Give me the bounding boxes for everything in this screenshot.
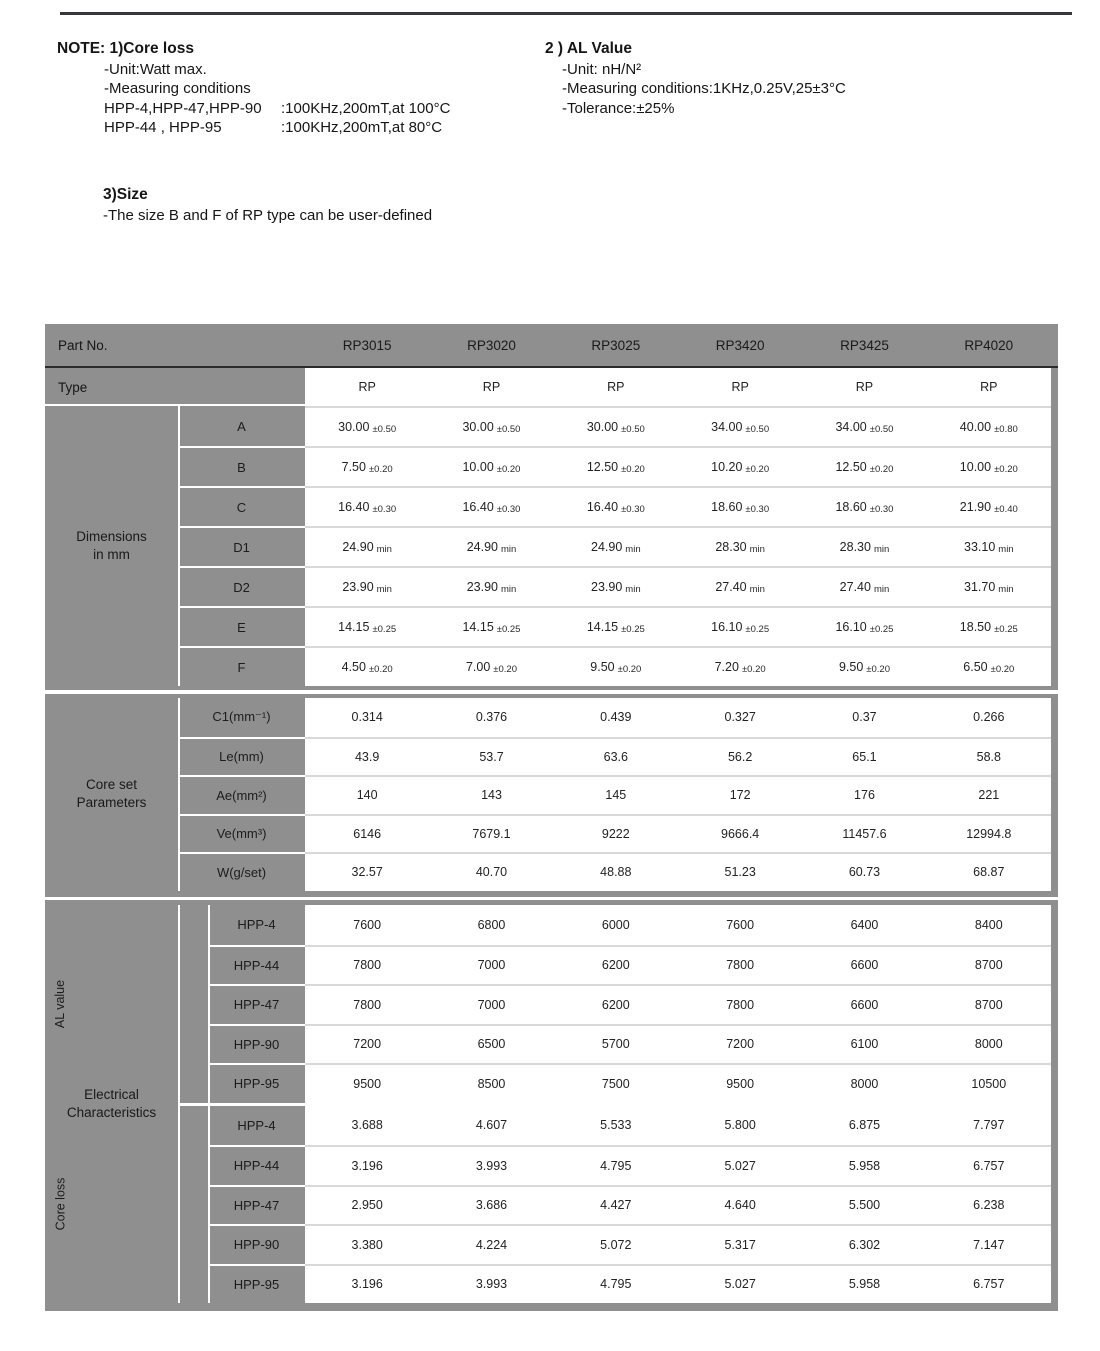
value-cell: 7600 <box>726 917 755 932</box>
table-row <box>45 486 1058 526</box>
value-cell: 28.30 min <box>715 540 765 555</box>
row-label: D2 <box>178 566 305 606</box>
electrical-characteristics-section <box>45 900 1058 1311</box>
note-core-loss-title: NOTE: 1)Core loss <box>57 40 194 57</box>
row-label: C <box>178 486 305 526</box>
value-cell: 51.23 <box>724 865 756 880</box>
value-cell: 18.60 ±0.30 <box>835 500 894 515</box>
value-cell: 221 <box>978 788 1000 803</box>
value-cell: 3.196 <box>351 1277 383 1292</box>
value-cell: 68.87 <box>973 865 1005 880</box>
value-cell: 9666.4 <box>721 826 760 841</box>
table-row <box>45 852 1058 891</box>
table-row <box>45 1145 1058 1185</box>
value-cell: 6.757 <box>973 1277 1005 1292</box>
value-cell: 2.950 <box>351 1198 383 1213</box>
table-row <box>45 646 1058 686</box>
condition-parts: HPP-44 , HPP-95 <box>104 119 222 136</box>
value-cell: 28.30 min <box>839 540 890 555</box>
value-cell: 30.00 ±0.50 <box>586 420 645 435</box>
value-cell: 0.37 <box>852 710 877 725</box>
value-cell: 10.00 ±0.20 <box>959 460 1018 475</box>
value-cell: 12.50 ±0.20 <box>586 460 645 475</box>
value-cell: 27.40 min <box>715 580 765 595</box>
table-row <box>45 446 1058 486</box>
value-cell: 6.757 <box>973 1158 1005 1173</box>
value-cell: 7800 <box>726 958 755 973</box>
row-label: HPP-4 <box>237 917 276 933</box>
row-label: Ae(mm²) <box>178 775 305 814</box>
type-cell: RP <box>358 380 376 394</box>
value-cell: 24.90 min <box>591 540 641 555</box>
value-cell: 7679.1 <box>472 826 511 841</box>
type-row <box>45 368 1058 406</box>
value-cell: 6000 <box>601 917 630 932</box>
row-label: HPP-4 <box>237 1117 276 1133</box>
value-cell: 24.90 min <box>466 540 517 555</box>
row-label: HPP-90 <box>208 1224 305 1264</box>
value-cell: 5.533 <box>600 1118 632 1133</box>
value-cell: 0.314 <box>351 710 383 725</box>
core-loss-group-label: Core loss <box>53 1177 68 1231</box>
note-condition-row <box>104 99 450 119</box>
value-cell: 7600 <box>353 917 382 932</box>
value-cell: 9500 <box>353 1076 382 1091</box>
value-cell: 14.15 ±0.25 <box>462 620 521 635</box>
value-cell: 56.2 <box>727 749 753 764</box>
value-cell: 34.00 ±0.50 <box>835 420 894 435</box>
value-cell: 16.40 ±0.30 <box>586 500 645 515</box>
note-size <box>103 185 432 225</box>
value-cell: 40.00 ±0.80 <box>959 420 1018 435</box>
value-cell: 12994.8 <box>966 826 1012 841</box>
value-cell: 7.20 ±0.20 <box>714 660 766 675</box>
value-cell: 4.795 <box>600 1277 632 1292</box>
table-row <box>45 1224 1058 1264</box>
value-cell: 143 <box>481 788 502 803</box>
electrical-section-label: Electrical Characteristics <box>66 1087 157 1120</box>
table-row <box>45 698 1058 737</box>
value-cell: 16.40 ±0.30 <box>338 500 397 515</box>
value-cell: 8000 <box>850 1076 879 1091</box>
value-cell: 10.20 ±0.20 <box>711 460 770 475</box>
value-cell: 3.993 <box>475 1158 508 1173</box>
value-cell: 14.15 ±0.25 <box>338 620 397 635</box>
value-cell: 5.958 <box>848 1277 881 1292</box>
table-row <box>45 406 1058 446</box>
value-cell: 3.196 <box>351 1158 383 1173</box>
value-cell: 43.9 <box>354 749 380 764</box>
value-cell: 30.00 ±0.50 <box>462 420 521 435</box>
value-cell: 5.958 <box>848 1158 881 1173</box>
value-cell: 16.10 ±0.25 <box>711 620 770 635</box>
note-condition-row <box>104 118 450 138</box>
note-line: -Unit:Watt max. <box>104 60 207 78</box>
table-row <box>45 526 1058 566</box>
condition-value: :100KHz,200mT,at 80°C <box>281 119 443 136</box>
note-line: -Measuring conditions <box>104 80 251 97</box>
value-cell: 176 <box>854 788 875 803</box>
note-size-title: 3)Size <box>103 186 148 203</box>
table-row <box>45 1063 1058 1103</box>
value-cell: 12.50 ±0.20 <box>835 460 894 475</box>
value-cell: 0.266 <box>973 710 1005 725</box>
value-cell: 48.88 <box>600 865 632 880</box>
row-label: HPP-47 <box>208 984 305 1024</box>
value-cell: 0.439 <box>600 710 632 725</box>
value-cell: 10.00 ±0.20 <box>462 460 521 475</box>
row-label: Le(mm) <box>178 737 305 776</box>
value-cell: 7.797 <box>973 1118 1005 1133</box>
value-cell: 65.1 <box>852 749 877 764</box>
value-cell: 3.688 <box>351 1118 383 1133</box>
table-row <box>45 1185 1058 1225</box>
note-line: -Tolerance:±25% <box>562 99 675 117</box>
condition-parts: HPP-4,HPP-47,HPP-90 <box>104 99 262 117</box>
value-cell: 7500 <box>601 1076 630 1091</box>
value-cell: 18.50 ±0.25 <box>959 620 1018 635</box>
row-label: Ve(mm³) <box>178 814 305 853</box>
label-column-divider <box>178 905 180 1303</box>
value-cell: 7.147 <box>973 1237 1005 1252</box>
note-core-loss <box>57 39 450 138</box>
value-cell: 8500 <box>477 1076 506 1091</box>
value-cell: 30.00 ±0.50 <box>338 420 397 435</box>
row-label: B <box>178 446 305 486</box>
part-no-label: Part No. <box>58 337 108 353</box>
type-label: Type <box>58 379 88 395</box>
value-cell: 9.50 ±0.20 <box>838 660 890 675</box>
value-cell: 7800 <box>726 997 755 1012</box>
row-label: HPP-90 <box>208 1024 305 1064</box>
table-row <box>45 1264 1058 1304</box>
value-cell: 6500 <box>477 1037 506 1052</box>
value-cell: 6.875 <box>848 1118 881 1133</box>
condition-value: :100KHz,200mT,at 100°C <box>281 99 451 117</box>
label-column-divider <box>178 698 180 891</box>
part-no-cell: RP4020 <box>964 337 1014 353</box>
table-row <box>45 945 1058 985</box>
row-label: HPP-44 <box>208 945 305 985</box>
part-no-cell: RP3015 <box>342 337 392 353</box>
value-cell: 6200 <box>601 997 630 1012</box>
value-cell: 40.70 <box>475 865 508 880</box>
value-cell: 21.90 ±0.40 <box>959 500 1018 515</box>
value-cell: 4.640 <box>724 1198 756 1213</box>
value-cell: 63.6 <box>603 749 628 764</box>
value-cell: 14.15 ±0.25 <box>586 620 645 635</box>
value-cell: 9.50 ±0.20 <box>590 660 642 675</box>
note-line: -Unit: nH/N² <box>562 60 642 78</box>
value-cell: 27.40 min <box>839 580 890 595</box>
group-column-divider <box>208 905 210 1303</box>
table-row <box>45 606 1058 646</box>
note-line: -Measuring conditions:1KHz,0.25V,25±3°C <box>562 80 846 97</box>
value-cell: 4.427 <box>600 1198 632 1213</box>
value-cell: 6.238 <box>973 1198 1005 1213</box>
table-row <box>45 1106 1058 1146</box>
value-cell: 4.50 ±0.20 <box>341 660 393 675</box>
part-no-cell: RP3020 <box>467 337 516 353</box>
row-label: W(g/set) <box>178 852 305 891</box>
row-label: HPP-95 <box>208 1264 305 1304</box>
part-no-cell: RP3420 <box>715 337 765 353</box>
row-label: F <box>178 646 305 686</box>
value-cell: 5.500 <box>848 1198 881 1213</box>
table-row <box>45 737 1058 776</box>
value-cell: 7.50 ±0.20 <box>341 460 393 475</box>
value-cell: 8700 <box>974 958 1003 973</box>
dimensions-section <box>45 324 1058 690</box>
value-cell: 5.317 <box>724 1237 756 1252</box>
value-cell: 5.027 <box>724 1277 756 1292</box>
value-cell: 9500 <box>726 1076 755 1091</box>
value-cell: 31.70 min <box>964 580 1014 595</box>
part-no-cell: RP3025 <box>591 337 641 353</box>
value-cell: 60.73 <box>848 865 881 880</box>
value-cell: 53.7 <box>479 749 504 764</box>
value-cell: 6600 <box>850 958 879 973</box>
value-cell: 33.10 min <box>964 540 1014 555</box>
core-set-parameters-section <box>45 694 1058 897</box>
row-label: HPP-95 <box>208 1063 305 1103</box>
value-cell: 6800 <box>477 917 506 932</box>
value-cell: 8000 <box>974 1037 1003 1052</box>
type-cell: RP <box>731 380 749 394</box>
table-row <box>45 566 1058 606</box>
value-cell: 6100 <box>850 1037 879 1052</box>
value-cell: 7.00 ±0.20 <box>465 660 518 675</box>
note-al-value-title: 2 ) AL Value <box>545 40 633 57</box>
row-label: HPP-47 <box>208 1185 305 1225</box>
row-label: A <box>237 418 246 434</box>
top-rule <box>60 12 1072 15</box>
part-no-row <box>45 324 1058 366</box>
table-row <box>45 905 1058 945</box>
value-cell: 8700 <box>974 997 1003 1012</box>
value-cell: 8400 <box>974 917 1003 932</box>
table-row <box>45 984 1058 1024</box>
note-al-value <box>545 39 846 118</box>
value-cell: 172 <box>729 788 751 803</box>
value-cell: 11457.6 <box>842 826 887 841</box>
table-row <box>45 814 1058 853</box>
row-label: E <box>178 606 305 646</box>
value-cell: 4.607 <box>475 1118 508 1133</box>
value-cell: 6600 <box>850 997 879 1012</box>
value-cell: 6400 <box>850 917 879 932</box>
value-cell: 16.10 ±0.25 <box>835 620 894 635</box>
row-label: HPP-44 <box>208 1145 305 1185</box>
value-cell: 6.50 ±0.20 <box>963 660 1015 675</box>
value-cell: 34.00 ±0.50 <box>711 420 770 435</box>
value-cell: 3.993 <box>475 1277 508 1292</box>
value-cell: 7000 <box>477 958 506 973</box>
value-cell: 5.072 <box>600 1237 632 1252</box>
value-cell: 6.302 <box>848 1237 881 1252</box>
value-cell: 9222 <box>601 826 630 841</box>
dimensions-section-label: Dimensions in mm <box>76 529 147 562</box>
value-cell: 140 <box>356 788 378 803</box>
value-cell: 5.800 <box>724 1118 756 1133</box>
value-cell: 4.224 <box>475 1237 508 1252</box>
type-cell: RP <box>607 380 625 394</box>
value-cell: 145 <box>605 788 627 803</box>
value-cell: 58.8 <box>976 749 1001 764</box>
value-cell: 23.90 min <box>466 580 517 595</box>
value-cell: 6146 <box>353 826 382 841</box>
value-cell: 3.686 <box>475 1198 508 1213</box>
value-cell: 5700 <box>601 1037 630 1052</box>
value-cell: 23.90 min <box>591 580 641 595</box>
type-cell: RP <box>855 380 874 394</box>
value-cell: 24.90 min <box>342 540 392 555</box>
value-cell: 7800 <box>353 958 382 973</box>
type-cell: RP <box>980 380 998 394</box>
value-cell: 32.57 <box>351 865 383 880</box>
label-column-divider <box>178 406 180 686</box>
al-value-group-label: AL value <box>53 979 67 1028</box>
value-cell: 0.376 <box>475 710 508 725</box>
type-cell: RP <box>482 380 501 394</box>
value-cell: 4.795 <box>600 1158 632 1173</box>
part-no-cell: RP3425 <box>840 337 889 353</box>
value-cell: 7800 <box>353 997 382 1012</box>
note-line: -The size B and F of RP type can be user-defined <box>103 206 433 224</box>
value-cell: 6200 <box>601 958 630 973</box>
value-cell: 7200 <box>726 1037 755 1052</box>
row-label: C1(mm⁻¹) <box>212 709 271 725</box>
value-cell: 23.90 min <box>342 580 392 595</box>
value-cell: 5.027 <box>724 1158 756 1173</box>
table-row <box>45 775 1058 814</box>
value-cell: 7200 <box>353 1037 382 1052</box>
value-cell: 10500 <box>971 1076 1007 1091</box>
core-set-section-label: Core set Parameters <box>76 777 147 811</box>
value-cell: 0.327 <box>724 710 756 725</box>
value-cell: 18.60 ±0.30 <box>711 500 770 515</box>
value-cell: 16.40 ±0.30 <box>462 500 521 515</box>
value-cell: 3.380 <box>351 1237 383 1252</box>
value-cell: 7000 <box>477 997 506 1012</box>
table-row <box>45 1024 1058 1064</box>
row-label: D1 <box>178 526 305 566</box>
